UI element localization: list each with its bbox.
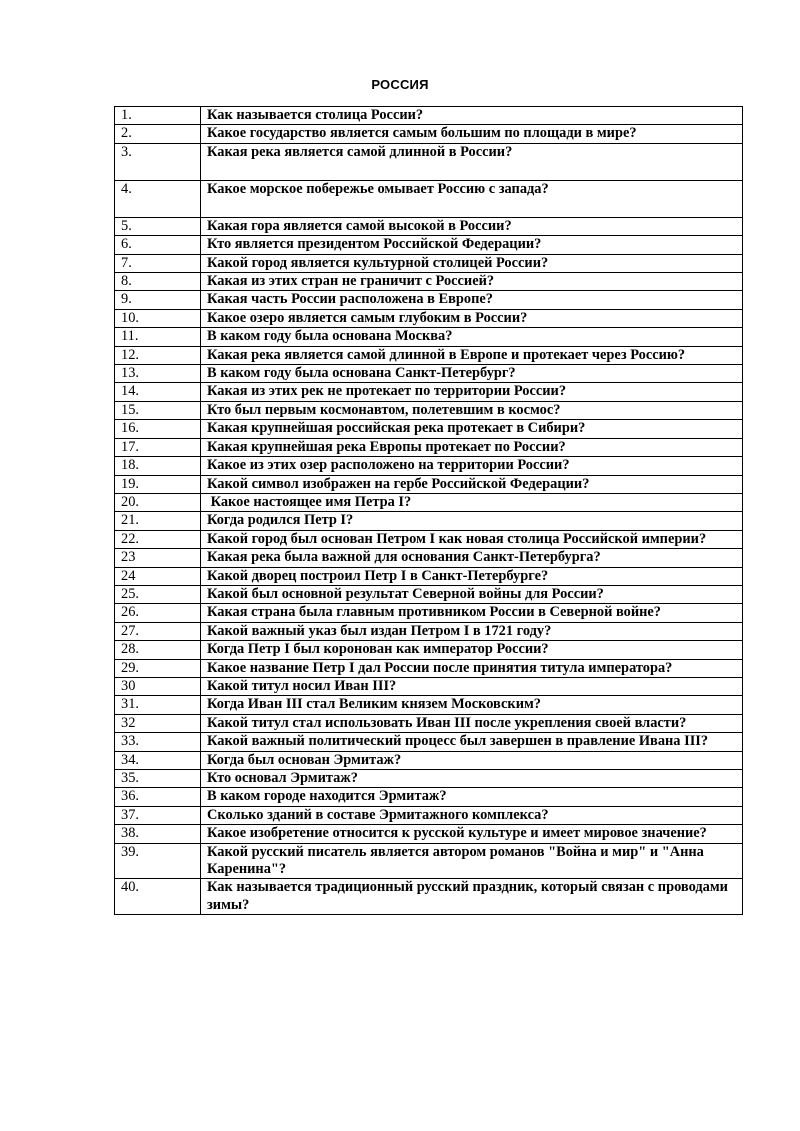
question-text: В каком городе находится Эрмитаж?	[201, 788, 743, 806]
table-row	[115, 806, 743, 824]
question-text: Какой был основной результат Северной войны для России?	[201, 585, 743, 603]
table-row	[115, 567, 743, 585]
question-text: Какая река была важной для основания Санкт-Петербурга?	[201, 549, 743, 567]
table-row	[115, 530, 743, 548]
table-row	[115, 879, 743, 915]
question-text: Сколько зданий в составе Эрмитажного комплекса?	[201, 806, 743, 824]
question-text: В каком году была основана Санкт-Петербург?	[201, 365, 743, 383]
table-row	[115, 751, 743, 769]
table-row	[115, 383, 743, 401]
table-row	[115, 770, 743, 788]
question-text: Какой русский писатель является автором романов "Война и мир" и "Анна Каренина"?	[201, 843, 743, 879]
question-text: Когда родился Петр I?	[201, 512, 743, 530]
table-row	[115, 457, 743, 475]
question-text: Кто был первым космонавтом, полетевшим в космос?	[201, 401, 743, 419]
question-text: Какая крупнейшая река Европы протекает по России?	[201, 438, 743, 456]
question-number: 20.	[115, 493, 201, 511]
question-text: Какой титул носил Иван III?	[201, 677, 743, 695]
question-text: Когда Иван III стал Великим князем Московским?	[201, 696, 743, 714]
question-number: 12.	[115, 346, 201, 364]
question-number: 15.	[115, 401, 201, 419]
questions-table-body	[115, 107, 743, 915]
question-number: 14.	[115, 383, 201, 401]
question-number: 30	[115, 677, 201, 695]
table-row	[115, 641, 743, 659]
question-number: 34.	[115, 751, 201, 769]
question-text: Какая страна была главным противником России в Северной войне?	[201, 604, 743, 622]
question-text: Кто является президентом Российской Федерации?	[201, 236, 743, 254]
question-number: 36.	[115, 788, 201, 806]
table-row	[115, 512, 743, 530]
question-text: Какой дворец построил Петр I в Санкт-Петербурге?	[201, 567, 743, 585]
questions-table	[114, 106, 743, 915]
question-text: Какое изобретение относится к русской культуре и имеет мировое значение?	[201, 825, 743, 843]
question-number: 35.	[115, 770, 201, 788]
question-text: Когда Петр I был коронован как император России?	[201, 641, 743, 659]
question-text: В каком году была основана Москва?	[201, 328, 743, 346]
question-number: 40.	[115, 879, 201, 915]
table-row	[115, 125, 743, 143]
question-number: 1.	[115, 107, 201, 125]
question-text: Какое государство является самым большим по площади в мире?	[201, 125, 743, 143]
page-title: РОССИЯ	[371, 77, 429, 92]
question-number: 6.	[115, 236, 201, 254]
question-text: Какая из этих стран не граничит с Россией?	[201, 273, 743, 291]
table-row	[115, 604, 743, 622]
question-number: 2.	[115, 125, 201, 143]
table-row	[115, 365, 743, 383]
question-number: 25.	[115, 585, 201, 603]
question-text: Как называется столица России?	[201, 107, 743, 125]
table-row	[115, 622, 743, 640]
question-number: 10.	[115, 309, 201, 327]
question-number: 38.	[115, 825, 201, 843]
question-number: 24	[115, 567, 201, 585]
question-text: Какой титул стал использовать Иван III после укрепления своей власти?	[201, 714, 743, 732]
question-number: 32	[115, 714, 201, 732]
question-text: Какое название Петр I дал России после принятия титула императора?	[201, 659, 743, 677]
question-number: 26.	[115, 604, 201, 622]
table-row	[115, 825, 743, 843]
table-row	[115, 254, 743, 272]
table-row	[115, 236, 743, 254]
table-row	[115, 714, 743, 732]
question-number: 18.	[115, 457, 201, 475]
table-row	[115, 401, 743, 419]
question-text: Какое озеро является самым глубоким в России?	[201, 309, 743, 327]
question-number: 28.	[115, 641, 201, 659]
question-number: 33.	[115, 733, 201, 751]
question-number: 3.	[115, 143, 201, 180]
question-text: Какое морское побережье омывает Россию с запада?	[201, 180, 743, 217]
question-text: Какая из этих рек не протекает по территории России?	[201, 383, 743, 401]
table-row	[115, 843, 743, 879]
table-row	[115, 475, 743, 493]
table-row	[115, 309, 743, 327]
question-text: Как называется традиционный русский праздник, который связан с проводами зимы?	[201, 879, 743, 915]
question-text: Какой важный политический процесс был завершен в правление Ивана III?	[201, 733, 743, 751]
question-text: Какое настоящее имя Петра I?	[201, 493, 743, 511]
question-number: 13.	[115, 365, 201, 383]
question-text: Какая часть России расположена в Европе?	[201, 291, 743, 309]
table-row	[115, 143, 743, 180]
table-row	[115, 328, 743, 346]
question-number: 19.	[115, 475, 201, 493]
question-number: 31.	[115, 696, 201, 714]
question-text: Какое из этих озер расположено на территории России?	[201, 457, 743, 475]
table-row	[115, 180, 743, 217]
question-text: Какой важный указ был издан Петром I в 1721 году?	[201, 622, 743, 640]
table-row	[115, 659, 743, 677]
table-row	[115, 677, 743, 695]
question-number: 37.	[115, 806, 201, 824]
question-text: Какая река является самой длинной в России?	[201, 143, 743, 180]
question-text: Какой символ изображен на гербе Российской Федерации?	[201, 475, 743, 493]
question-text: Какая река является самой длинной в Европе и протекает через Россию?	[201, 346, 743, 364]
question-number: 29.	[115, 659, 201, 677]
table-row	[115, 420, 743, 438]
table-row	[115, 438, 743, 456]
question-number: 9.	[115, 291, 201, 309]
question-number: 4.	[115, 180, 201, 217]
question-number: 23	[115, 549, 201, 567]
question-text: Какая гора является самой высокой в России?	[201, 217, 743, 235]
table-row	[115, 733, 743, 751]
question-text: Какая крупнейшая российская река протекает в Сибири?	[201, 420, 743, 438]
question-number: 7.	[115, 254, 201, 272]
table-row	[115, 346, 743, 364]
question-text: Кто основал Эрмитаж?	[201, 770, 743, 788]
question-number: 21.	[115, 512, 201, 530]
question-number: 17.	[115, 438, 201, 456]
table-row	[115, 273, 743, 291]
table-row	[115, 585, 743, 603]
table-row	[115, 549, 743, 567]
question-number: 11.	[115, 328, 201, 346]
question-number: 39.	[115, 843, 201, 879]
question-number: 5.	[115, 217, 201, 235]
table-row	[115, 107, 743, 125]
table-row	[115, 493, 743, 511]
table-row	[115, 217, 743, 235]
question-text: Когда был основан Эрмитаж?	[201, 751, 743, 769]
question-number: 8.	[115, 273, 201, 291]
question-number: 27.	[115, 622, 201, 640]
question-number: 22.	[115, 530, 201, 548]
table-row	[115, 696, 743, 714]
question-text: Какой город является культурной столицей России?	[201, 254, 743, 272]
question-number: 16.	[115, 420, 201, 438]
question-text: Какой город был основан Петром I как новая столица Российской империи?	[201, 530, 743, 548]
table-row	[115, 291, 743, 309]
table-row	[115, 788, 743, 806]
